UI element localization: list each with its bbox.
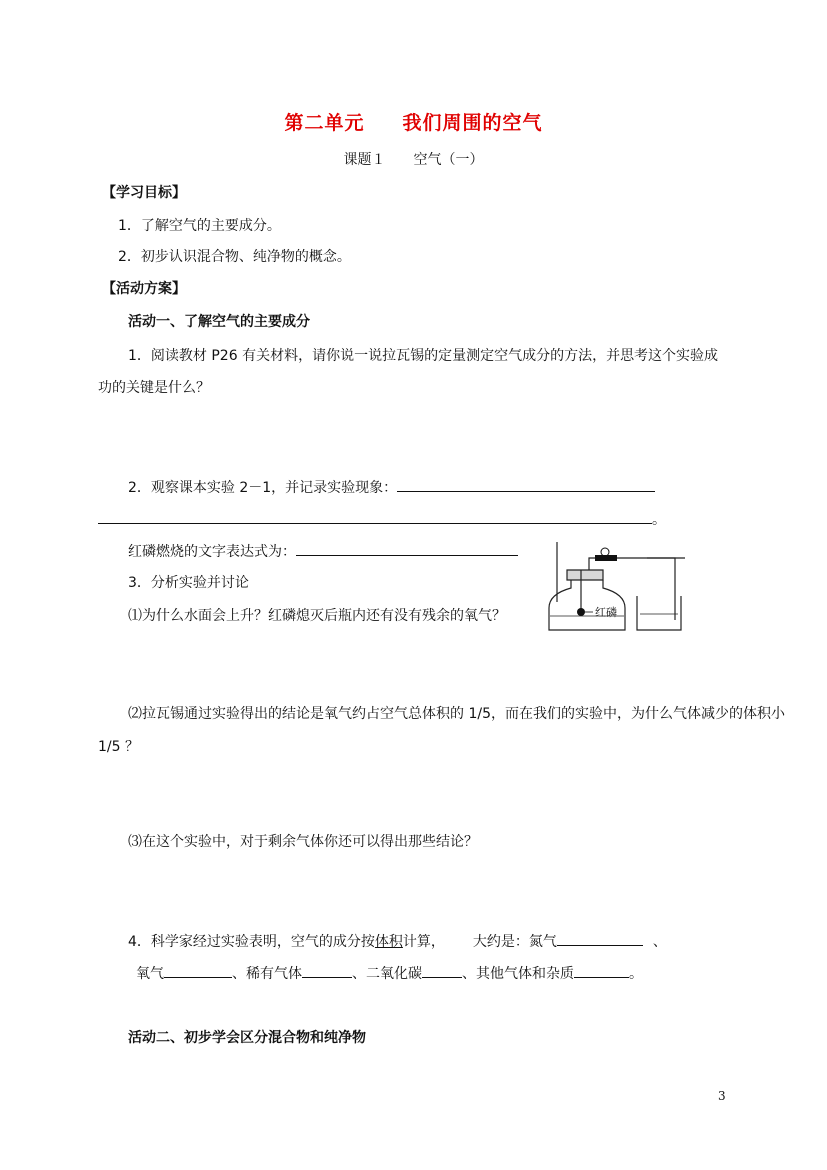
lesson-label: 课题１ <box>343 152 386 168</box>
page-title <box>0 108 827 135</box>
q2-answer-blank[interactable] <box>397 476 655 492</box>
activity2-title: 活动二、初步学会区分混合物和纯净物 <box>128 1030 366 1046</box>
q4-prompt-tail: 计算， <box>402 934 445 950</box>
q2-line2 <box>98 508 666 529</box>
expr-answer-blank[interactable] <box>296 540 518 556</box>
oxygen-blank[interactable] <box>164 962 232 978</box>
co2-blank[interactable] <box>422 962 462 978</box>
lesson-title: 空气（一） <box>413 152 484 168</box>
oxygen-label: 氧气 <box>136 966 164 982</box>
q4-line2 <box>136 962 643 983</box>
objectives-heading: 【学习目标】 <box>102 185 186 201</box>
q2-text <box>128 476 655 497</box>
activity1-title: 活动一、了解空气的主要成分 <box>128 314 310 330</box>
q3-2-text-line1: ⑵拉瓦锡通过实验得出的结论是氧气约占空气总体积的 1/5，而在我们的实验中，为什么气体减少的体积小 <box>128 706 785 722</box>
rare-gas-blank[interactable] <box>302 962 352 978</box>
red-phosphorus-label: 红磷 <box>595 606 617 619</box>
objective-item-1: 1．了解空气的主要成分。 <box>118 218 281 234</box>
q1-text-line1: 1．阅读教材 P26 有关材料，请你说一说拉瓦锡的定量测定空气成分的方法，并思考这个实验成 <box>128 348 719 364</box>
rare-gas-label: 、稀有气体 <box>232 966 302 982</box>
other-gas-blank[interactable] <box>574 962 629 978</box>
expr-prompt: 红磷燃烧的文字表达式为： <box>128 544 296 560</box>
other-gas-label: 、其他气体和杂质 <box>462 966 574 982</box>
co2-label: 、二氧化碳 <box>352 966 422 982</box>
unit-title: 我们周围的空气 <box>402 112 543 134</box>
q4-nitrogen-label: 大约是：氮气 <box>472 934 557 950</box>
q3-1-text: ⑴为什么水面会上升？红磷熄灭后瓶内还有没有残余的氧气？ <box>128 608 506 624</box>
page-number: 3 <box>718 1089 726 1103</box>
lesson-subtitle <box>0 149 827 169</box>
q4-period: 。 <box>629 966 643 982</box>
q2-answer-blank-2[interactable] <box>98 508 652 524</box>
q4-underlined-volume: 体积 <box>374 934 403 950</box>
q2-period: 。 <box>652 512 666 528</box>
nitrogen-blank[interactable] <box>557 930 643 946</box>
objective-item-2: 2．初步认识混合物、纯净物的概念。 <box>118 249 351 265</box>
experiment-apparatus-figure <box>545 540 685 635</box>
q1-text-line2: 功的关键是什么？ <box>98 380 210 396</box>
q2-prompt: 2．观察课本实验 2－1，并记录实验现象： <box>128 480 398 496</box>
unit-label: 第二单元 <box>284 112 365 134</box>
q3-3-text: ⑶在这个实验中，对于剩余气体你还可以得出那些结论？ <box>128 834 478 850</box>
q4-text <box>128 930 667 951</box>
q4-sep: 、 <box>652 934 667 950</box>
q4-prompt: 4．科学家经过实验表明，空气的成分按 <box>128 934 375 950</box>
plan-heading: 【活动方案】 <box>102 281 186 297</box>
expr-text <box>128 540 518 561</box>
q3-2-text-line2: 1/5 ？ <box>98 739 139 755</box>
q3-text: 3．分析实验并讨论 <box>128 575 249 591</box>
